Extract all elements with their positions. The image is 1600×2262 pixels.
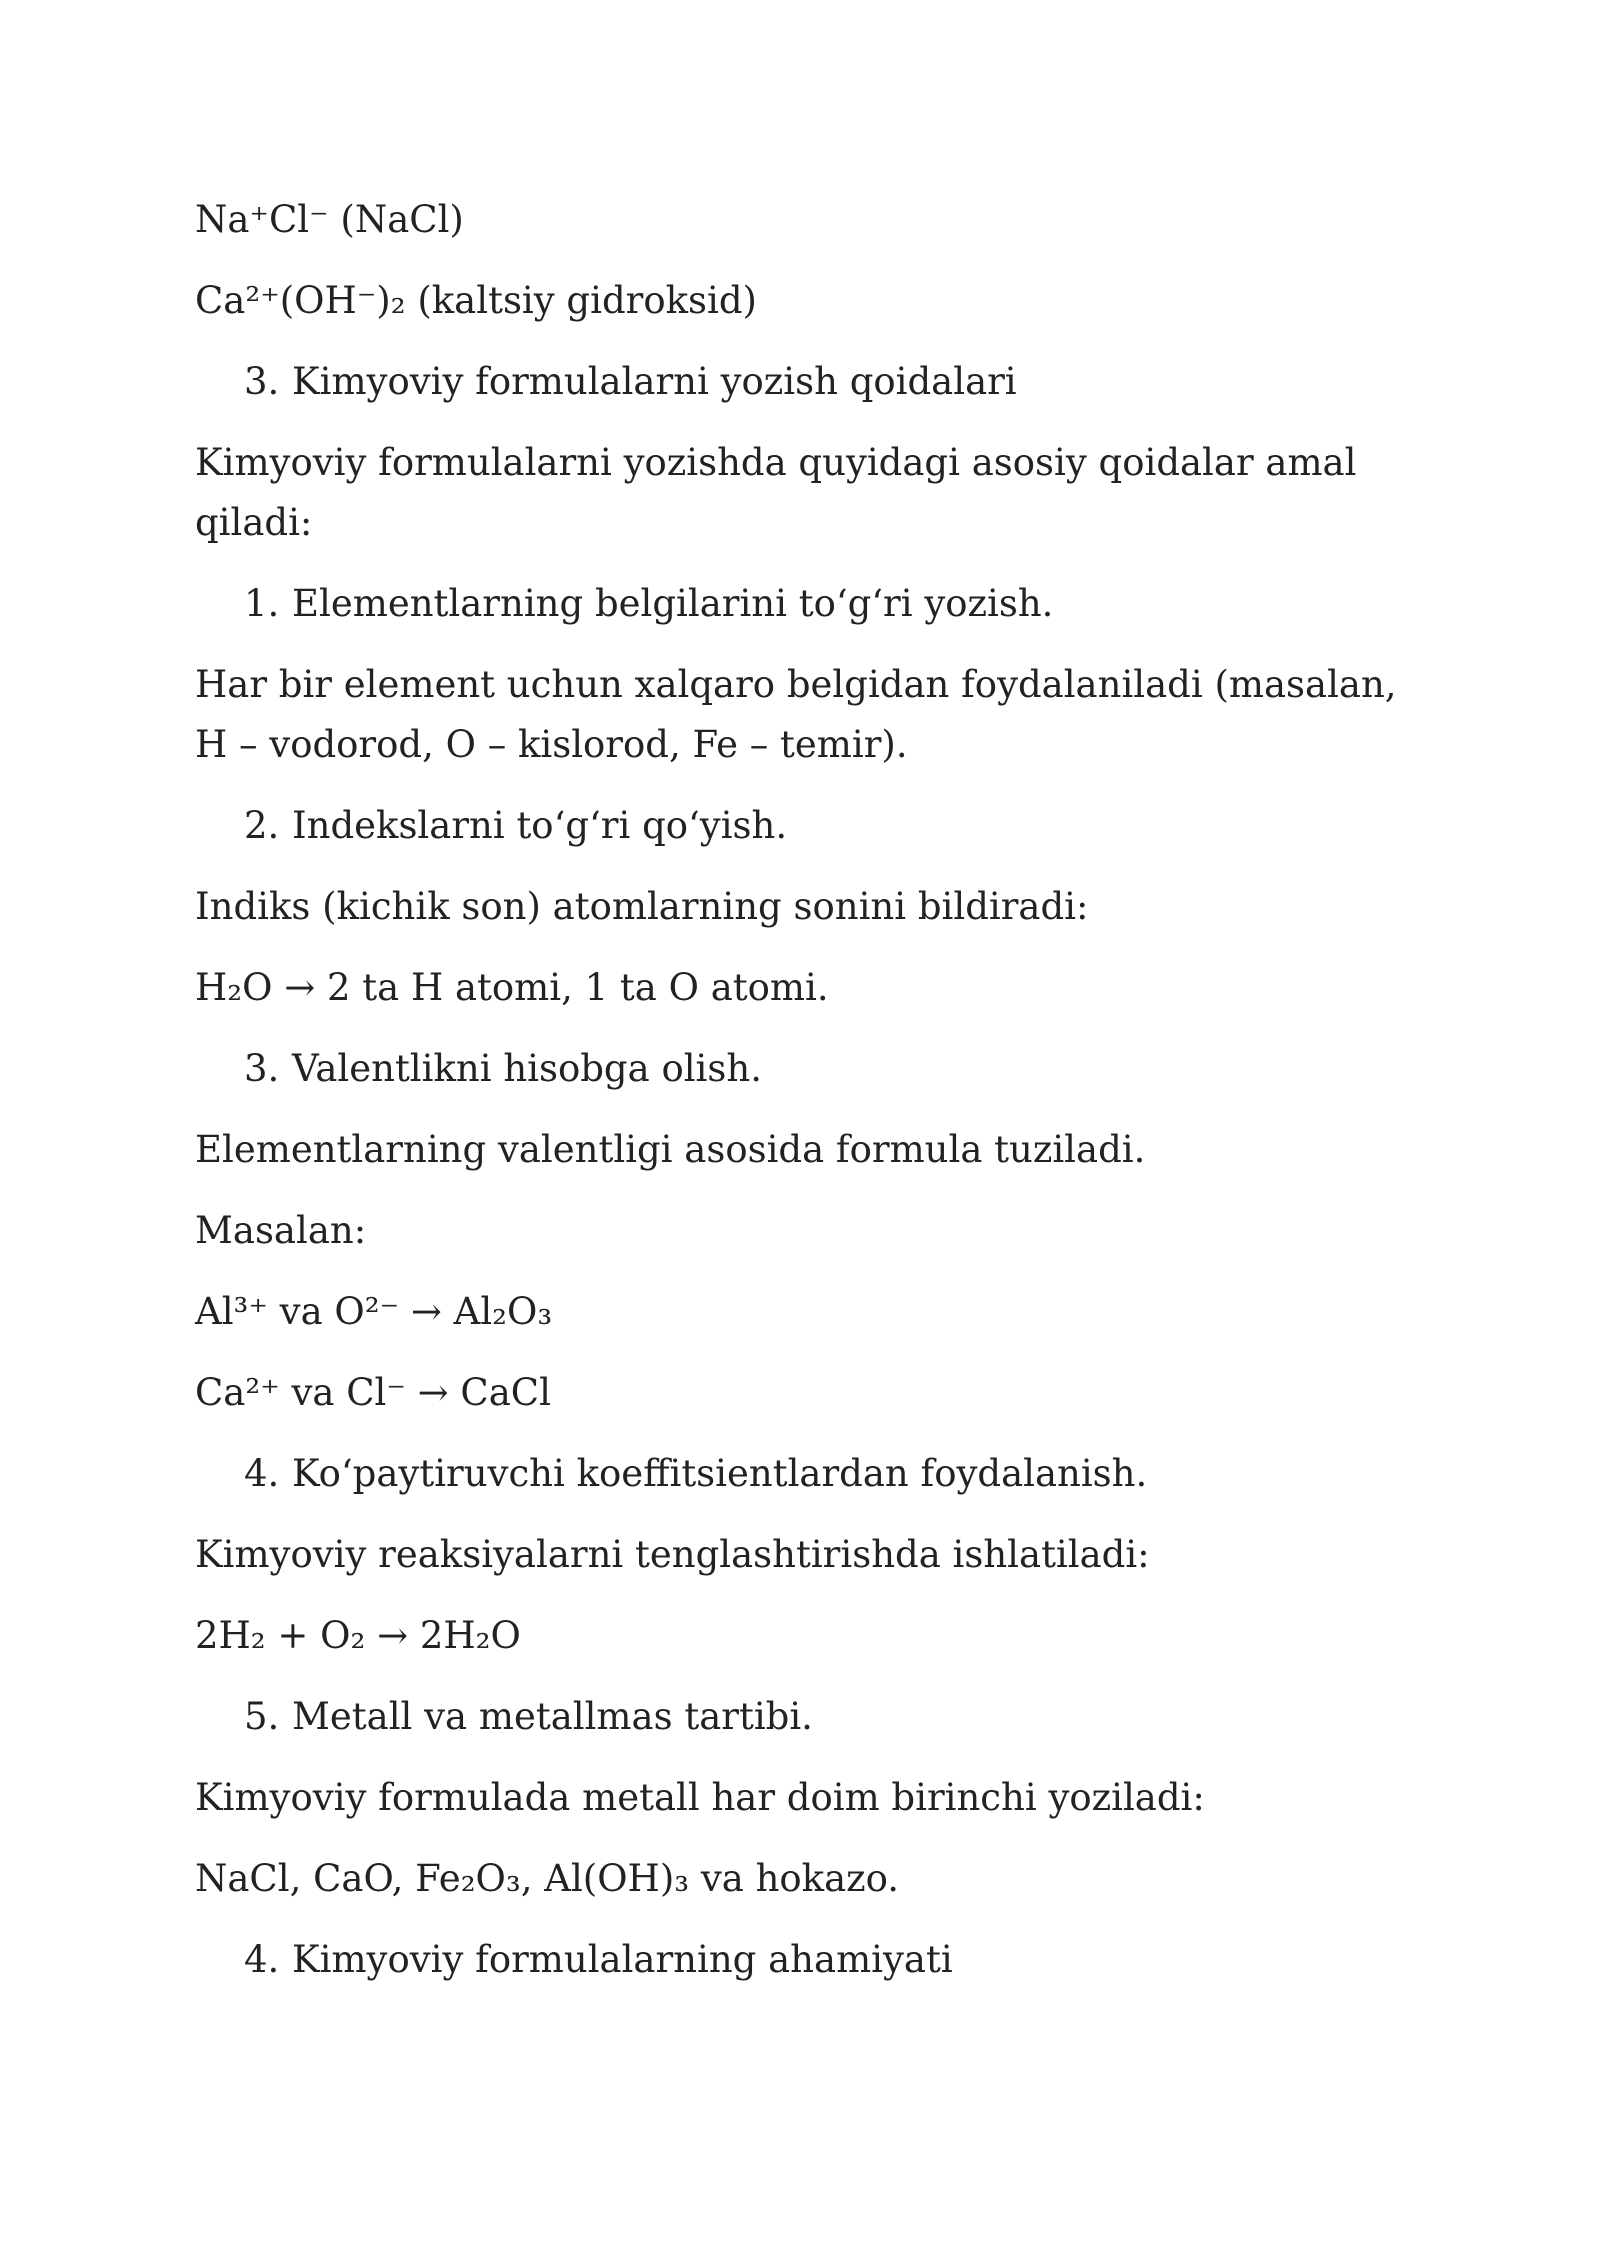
section-heading-4 [195,1930,1425,1990]
list-text: Valentlikni hisobga olish. [292,1047,762,1090]
example-h2o: H₂O → 2 ta H atomi, 1 ta O atomi. [195,966,829,1009]
rule-item-2 [195,796,1425,856]
list-number: 5. [244,1695,280,1738]
document-body [195,190,1425,2011]
list-number: 3. [244,1047,280,1090]
list-text: Ko‘paytiruvchi koeffitsientlardan foydalanish. [292,1452,1148,1495]
section-heading-3 [195,352,1425,412]
paragraph-example-label: Masalan: [195,1209,367,1252]
list-number: 2. [244,804,280,847]
list-number: 4. [244,1938,280,1981]
ion-formula-caoh2: Ca²⁺(OH⁻)₂ (kaltsiy gidroksid) [195,279,757,322]
rule-item-4 [195,1444,1425,1504]
example-cacl: Ca²⁺ va Cl⁻ → CaCl [195,1371,551,1414]
paragraph-intro: Kimyoviy formulalarni yozishda quyidagi asosiy qoidalar amal qiladi: [195,441,1357,544]
rule-item-3 [195,1039,1425,1099]
paragraph-rule-4: Kimyoviy reaksiyalarni tenglashtirishda ishlatiladi: [195,1533,1150,1576]
example-metals: NaCl, CaO, Fe₂O₃, Al(OH)₃ va hokazo. [195,1857,900,1900]
ion-formula-nacl: Na⁺Cl⁻ (NaCl) [195,198,464,241]
list-text: Kimyoviy formulalarning ahamiyati [292,1938,953,1981]
paragraph-rule-2: Indiks (kichik son) atomlarning sonini bildiradi: [195,885,1089,928]
list-number: 3. [244,360,280,403]
list-text: Metall va metallmas tartibi. [292,1695,813,1738]
list-text: Elementlarning belgilarini to‘g‘ri yozish. [292,582,1054,625]
list-number: 1. [244,582,280,625]
list-text: Kimyoviy formulalarni yozish qoidalari [292,360,1017,403]
paragraph-rule-5: Kimyoviy formulada metall har doim birinchi yoziladi: [195,1776,1205,1819]
rule-item-5 [195,1687,1425,1747]
example-equation: 2H₂ + O₂ → 2H₂O [195,1614,521,1657]
rule-item-1 [195,574,1425,634]
paragraph-rule-3: Elementlarning valentligi asosida formula tuziladi. [195,1128,1146,1171]
example-al2o3: Al³⁺ va O²⁻ → Al₂O₃ [195,1290,553,1333]
list-number: 4. [244,1452,280,1495]
paragraph-rule-1: Har bir element uchun xalqaro belgidan foydalaniladi (masalan, H – vodorod, O – kislorod, Fe – temir). [195,663,1397,766]
list-text: Indekslarni to‘g‘ri qo‘yish. [292,804,788,847]
